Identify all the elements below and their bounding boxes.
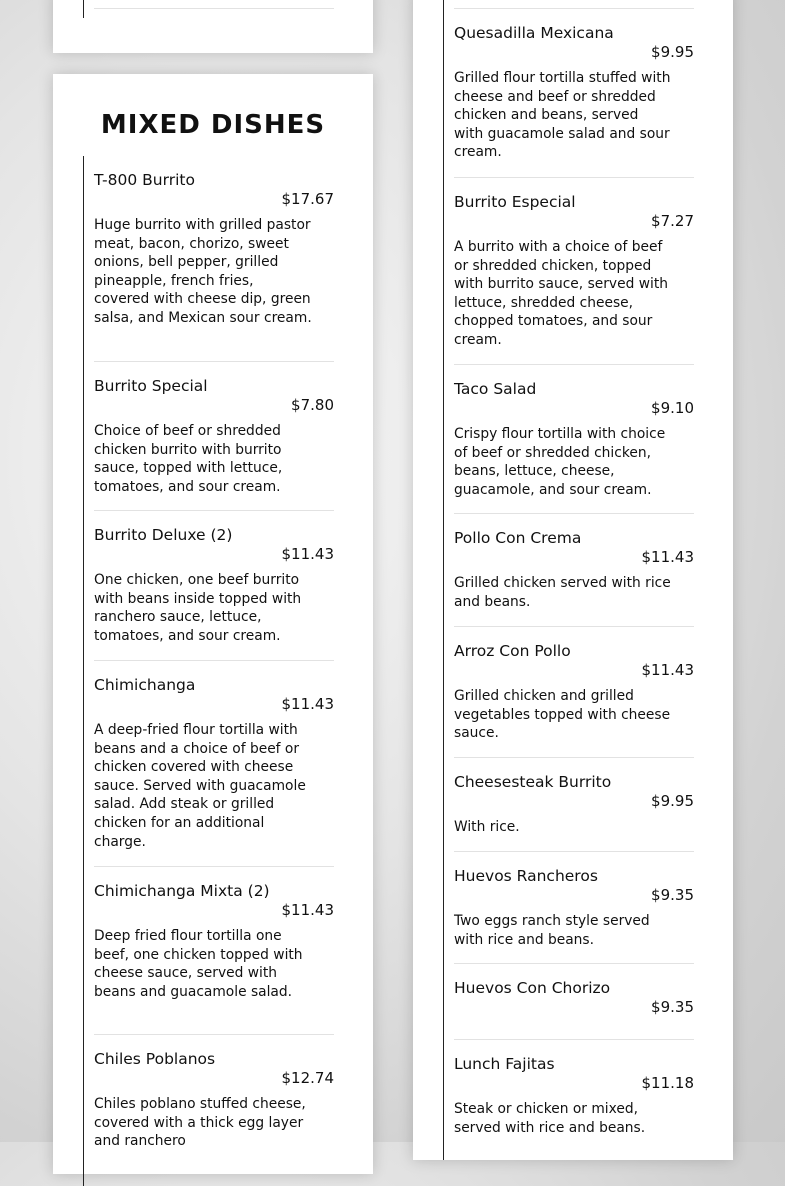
- menu-item[interactable]: [94, 1049, 334, 1151]
- item-name: Chimichanga: [94, 676, 196, 694]
- menu-item[interactable]: [94, 881, 334, 1001]
- item-name: Burrito Deluxe (2): [94, 526, 233, 544]
- item-name: Lunch Fajitas: [454, 1055, 555, 1073]
- item-price: $11.43: [281, 545, 334, 563]
- item-name: Arroz Con Pollo: [454, 642, 571, 660]
- menu-item[interactable]: [454, 772, 694, 837]
- menu-item[interactable]: [94, 376, 334, 496]
- menu-item[interactable]: [454, 528, 694, 611]
- item-divider: [94, 660, 334, 661]
- item-price: $11.43: [281, 695, 334, 713]
- item-name: Burrito Especial: [454, 193, 576, 211]
- item-divider: [94, 1034, 334, 1035]
- menu-item[interactable]: [454, 1054, 694, 1137]
- menu-item[interactable]: [94, 675, 334, 851]
- item-price: $9.10: [651, 399, 694, 417]
- menu-item[interactable]: [94, 170, 334, 328]
- mixed-dishes-card: [53, 74, 373, 1174]
- item-price: $11.43: [281, 901, 334, 919]
- item-description: A burrito with a choice of beef or shredded chicken, topped with burrito sauce, served with lettuce, shredded cheese, chopped tomatoes, and sour cream.: [454, 239, 668, 348]
- item-description: Steak or chicken or mixed, served with rice and beans.: [454, 1101, 646, 1136]
- item-name: Chiles Poblanos: [94, 1050, 216, 1068]
- item-divider: [454, 1039, 694, 1040]
- item-description: Two eggs ranch style served with rice and beans.: [454, 913, 650, 948]
- item-divider: [454, 8, 694, 9]
- item-description: Huge burrito with grilled pastor meat, bacon, chorizo, sweet onions, bell pepper, grilled pineapple, french fries, covered with cheese dip, green salsa, and Mexican sour cream.: [94, 217, 312, 326]
- item-divider: [454, 851, 694, 852]
- item-name: T-800 Burrito: [94, 171, 195, 189]
- item-price: $17.67: [281, 190, 334, 208]
- item-divider: [454, 963, 694, 964]
- section-title: MIXED DISHES: [100, 110, 326, 140]
- menu-item[interactable]: [454, 866, 694, 949]
- item-name: Huevos Rancheros: [454, 867, 598, 885]
- menu-item[interactable]: [454, 379, 694, 499]
- item-price: $11.43: [641, 548, 694, 566]
- item-price: $9.35: [651, 886, 694, 904]
- item-divider: [454, 177, 694, 178]
- section-rule: [443, 0, 444, 1160]
- item-name: Cheesesteak Burrito: [454, 773, 612, 791]
- item-name: Pollo Con Crema: [454, 529, 582, 547]
- item-price: $9.95: [651, 43, 694, 61]
- item-description: Crispy flour tortilla with choice of beef or shredded chicken, beans, lettuce, cheese, guacamole, and sour cream.: [454, 426, 666, 498]
- item-divider: [454, 626, 694, 627]
- item-divider: [94, 8, 334, 9]
- item-name: Huevos Con Chorizo: [454, 979, 611, 997]
- section-rule: [83, 156, 84, 1186]
- item-divider: [94, 361, 334, 362]
- item-name: Taco Salad: [454, 380, 537, 398]
- item-description: Grilled chicken and grilled vegetables topped with cheese sauce.: [454, 688, 671, 742]
- menu-item[interactable]: [454, 641, 694, 743]
- item-description: A deep-fried flour tortilla with beans and a choice of beef or chicken covered with cheese sauce. Served with guacamole salad. Add steak or grilled chicken for an additional charge.: [94, 722, 306, 850]
- item-price: $11.18: [641, 1074, 694, 1092]
- item-description: Grilled chicken served with rice and beans.: [454, 575, 671, 610]
- section-rule: [83, 0, 84, 18]
- item-description: Deep fried flour tortilla one beef, one chicken topped with cheese sauce, served with beans and guacamole salad.: [94, 928, 303, 1000]
- menu-item[interactable]: [454, 978, 694, 1017]
- item-description: Chiles poblano stuffed cheese, covered with a thick egg layer and ranchero: [94, 1096, 306, 1150]
- item-divider: [454, 364, 694, 365]
- item-price: $9.35: [651, 998, 694, 1016]
- menu-item[interactable]: [94, 525, 334, 645]
- previous-section-card: [53, 0, 373, 53]
- item-price: $9.95: [651, 792, 694, 810]
- item-name: Chimichanga Mixta (2): [94, 882, 270, 900]
- item-divider: [94, 510, 334, 511]
- menu-card-right: [413, 0, 733, 1160]
- menu-item[interactable]: [454, 23, 694, 162]
- item-name: Burrito Special: [94, 377, 208, 395]
- item-description: With rice.: [454, 819, 520, 835]
- item-description: Choice of beef or shredded chicken burrito with burrito sauce, topped with lettuce, tomatoes, and sour cream.: [94, 423, 283, 495]
- item-price: $11.43: [641, 661, 694, 679]
- menu-item[interactable]: [454, 192, 694, 350]
- item-divider: [454, 513, 694, 514]
- item-divider: [94, 866, 334, 867]
- item-price: $12.74: [281, 1069, 334, 1087]
- item-description: Grilled flour tortilla stuffed with cheese and beef or shredded chicken and beans, served with guacamole salad and sour cream.: [454, 70, 671, 161]
- item-description: One chicken, one beef burrito with beans inside topped with ranchero sauce, lettuce, tomatoes, and sour cream.: [94, 572, 302, 644]
- item-divider: [454, 757, 694, 758]
- item-price: $7.80: [291, 396, 334, 414]
- item-name: Quesadilla Mexicana: [454, 24, 614, 42]
- item-price: $7.27: [651, 212, 694, 230]
